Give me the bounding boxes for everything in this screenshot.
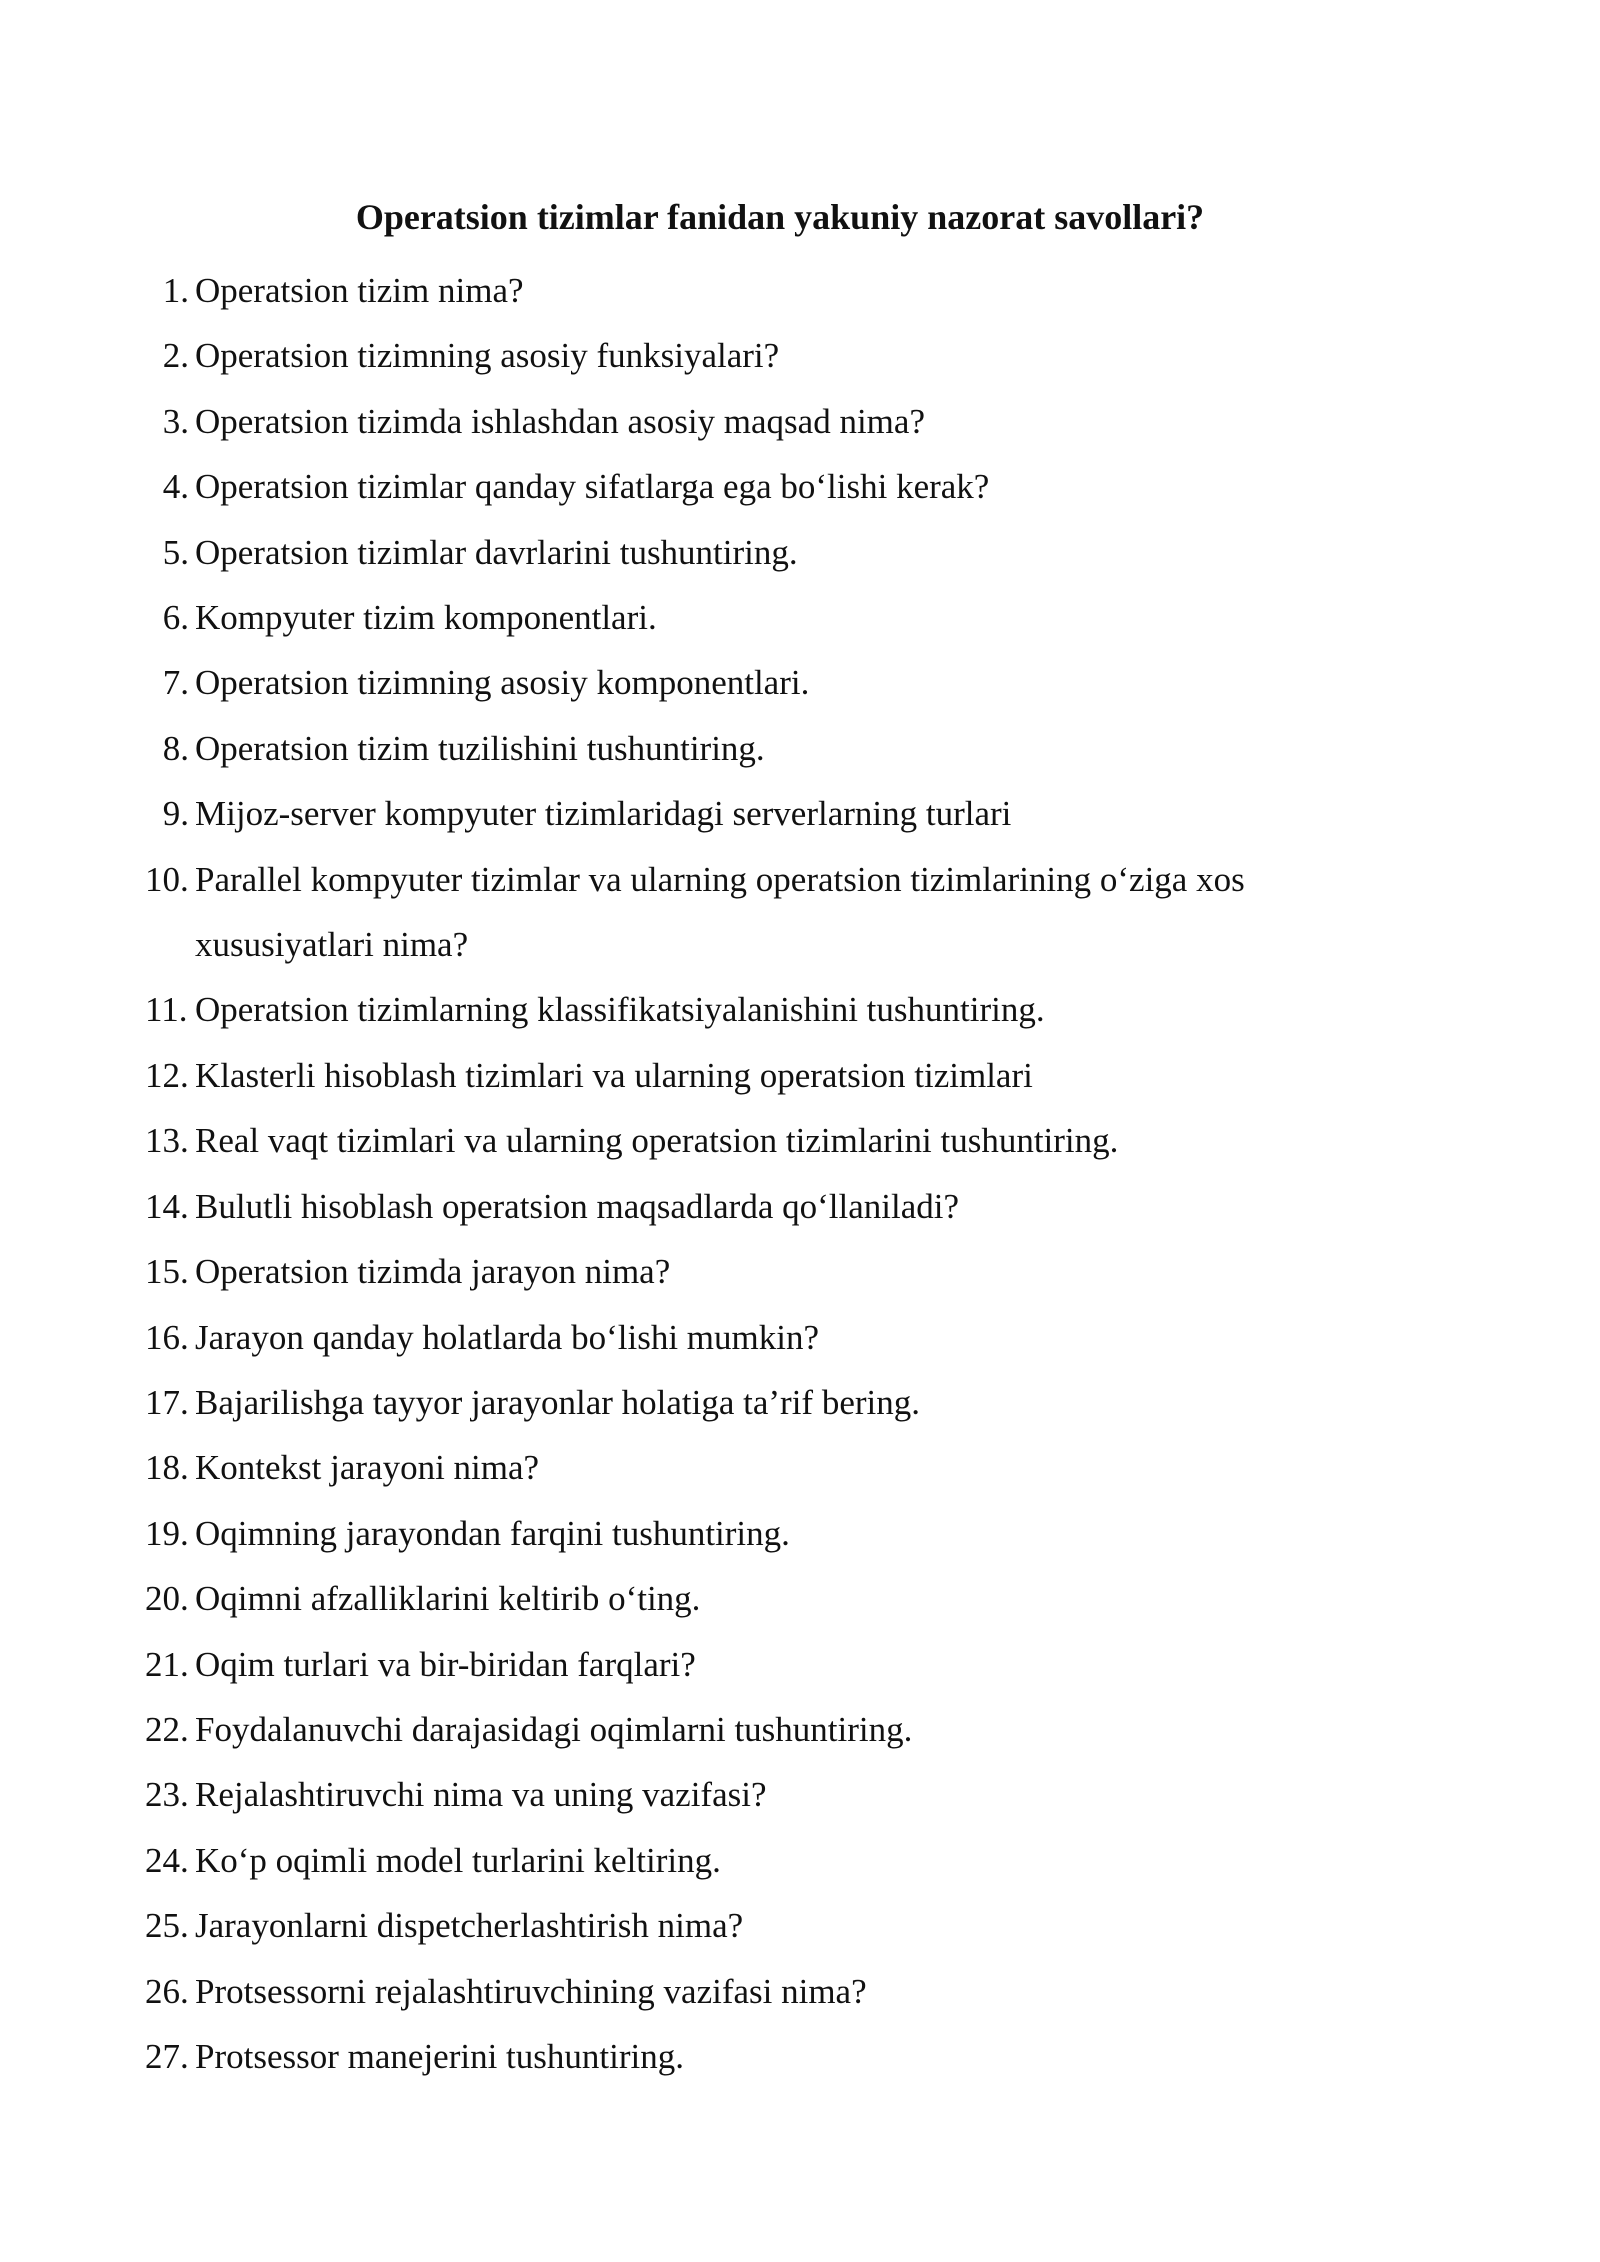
question-item	[145, 1697, 1405, 1762]
question-number: 18.	[145, 1448, 189, 1488]
question-item	[145, 585, 1405, 650]
question-number: 8.	[162, 728, 189, 768]
question-number: 27.	[145, 2036, 189, 2076]
question-number: 9.	[162, 794, 189, 834]
question-text: Protsessorni rejalashtiruvchining vazifasi nima?	[195, 1971, 867, 2011]
question-item	[145, 1174, 1405, 1239]
question-text: Operatsion tizim tuzilishini tushuntiring.	[195, 728, 765, 768]
question-text: Oqimning jarayondan farqini tushuntiring.	[195, 1513, 790, 1553]
question-list	[145, 258, 1405, 2089]
question-text: Oqimni afzalliklarini keltirib o‘ting.	[195, 1579, 701, 1619]
question-text: Foydalanuvchi darajasidagi oqimlarni tushuntiring.	[195, 1709, 913, 1749]
question-item	[145, 977, 1405, 1042]
question-number: 1.	[162, 271, 189, 310]
question-number: 19.	[145, 1513, 189, 1553]
question-item	[145, 1893, 1405, 1958]
question-text: Jarayon qanday holatlarda bo‘lishi mumkin?	[195, 1317, 820, 1357]
question-number: 20.	[145, 1579, 189, 1619]
question-number: 2.	[162, 336, 189, 376]
question-item	[145, 258, 1405, 323]
question-number: 13.	[145, 1121, 189, 1161]
question-item	[145, 1762, 1405, 1827]
question-item	[145, 716, 1405, 781]
question-number: 11.	[145, 990, 188, 1030]
question-item	[145, 1239, 1405, 1304]
question-text: Mijoz-server kompyuter tizimlaridagi serverlarning turlari	[195, 794, 1012, 834]
question-number: 14.	[145, 1186, 189, 1226]
question-item	[145, 1043, 1405, 1108]
question-item	[145, 650, 1405, 715]
question-number: 26.	[145, 1971, 189, 2011]
question-text: Operatsion tizimlar qanday sifatlarga ega bo‘lishi kerak?	[195, 467, 990, 507]
document-title: Operatsion tizimlar fanidan yakuniy nazorat savollari?	[355, 197, 1205, 237]
question-text: Real vaqt tizimlari va ularning operatsion tizimlarini tushuntiring.	[195, 1121, 1119, 1161]
question-number: 3.	[162, 401, 189, 441]
question-item	[145, 454, 1405, 519]
question-number: 7.	[162, 663, 189, 703]
question-text: Rejalashtiruvchi nima va uning vazifasi?	[195, 1775, 767, 1815]
question-number: 24.	[145, 1840, 189, 1880]
question-item	[145, 1370, 1405, 1435]
question-item	[145, 847, 1405, 978]
question-number: 6.	[162, 598, 189, 638]
question-item	[145, 1435, 1405, 1500]
question-text: Operatsion tizimda jarayon nima?	[195, 1252, 671, 1292]
question-item	[145, 1566, 1405, 1631]
question-text: Klasterli hisoblash tizimlari va ularning operatsion tizimlari	[195, 1055, 1033, 1095]
question-text: Operatsion tizimning asosiy komponentlari.	[195, 663, 810, 703]
question-text: Operatsion tizimda ishlashdan asosiy maqsad nima?	[195, 401, 925, 441]
question-item	[145, 1828, 1405, 1893]
question-item	[145, 1108, 1405, 1173]
question-number: 25.	[145, 1906, 189, 1946]
question-text: Bajarilishga tayyor jarayonlar holatiga ta’rif bering.	[195, 1382, 921, 1422]
question-text: Operatsion tizim nima?	[195, 271, 524, 310]
question-item	[145, 1305, 1405, 1370]
question-item	[145, 1501, 1405, 1566]
question-text: Parallel kompyuter tizimlar va ularning operatsion tizimlarining o‘ziga xos xususiyatlari nima?	[195, 859, 1245, 965]
question-item	[145, 1632, 1405, 1697]
question-number: 16.	[145, 1317, 189, 1357]
question-item	[145, 389, 1405, 454]
question-number: 4.	[162, 467, 189, 507]
question-text: Operatsion tizimlar davrlarini tushuntiring.	[195, 532, 798, 572]
question-item	[145, 520, 1405, 585]
question-number: 21.	[145, 1644, 189, 1684]
question-text: Operatsion tizimlarning klassifikatsiyalanishini tushuntiring.	[195, 990, 1045, 1030]
question-item	[145, 2024, 1405, 2089]
question-text: Operatsion tizimning asosiy funksiyalari?	[195, 336, 780, 376]
question-number: 17.	[145, 1382, 189, 1422]
question-text: Oqim turlari va bir-biridan farqlari?	[195, 1644, 696, 1684]
question-text: Bulutli hisoblash operatsion maqsadlarda qo‘llaniladi?	[195, 1186, 960, 1226]
question-item	[145, 323, 1405, 388]
question-number: 22.	[145, 1709, 189, 1749]
question-number: 10.	[145, 859, 189, 899]
question-number: 15.	[145, 1252, 189, 1292]
question-text: Jarayonlarni dispetcherlashtirish nima?	[195, 1906, 744, 1946]
question-text: Kompyuter tizim komponentlari.	[195, 598, 657, 638]
question-item	[145, 781, 1405, 846]
question-text: Protsessor manejerini tushuntiring.	[195, 2036, 684, 2076]
question-text: Kontekst jarayoni nima?	[195, 1448, 540, 1488]
question-number: 23.	[145, 1775, 189, 1815]
question-text: Ko‘p oqimli model turlarini keltiring.	[195, 1840, 721, 1880]
question-number: 12.	[145, 1055, 189, 1095]
question-item	[145, 1959, 1405, 2024]
question-number: 5.	[162, 532, 189, 572]
